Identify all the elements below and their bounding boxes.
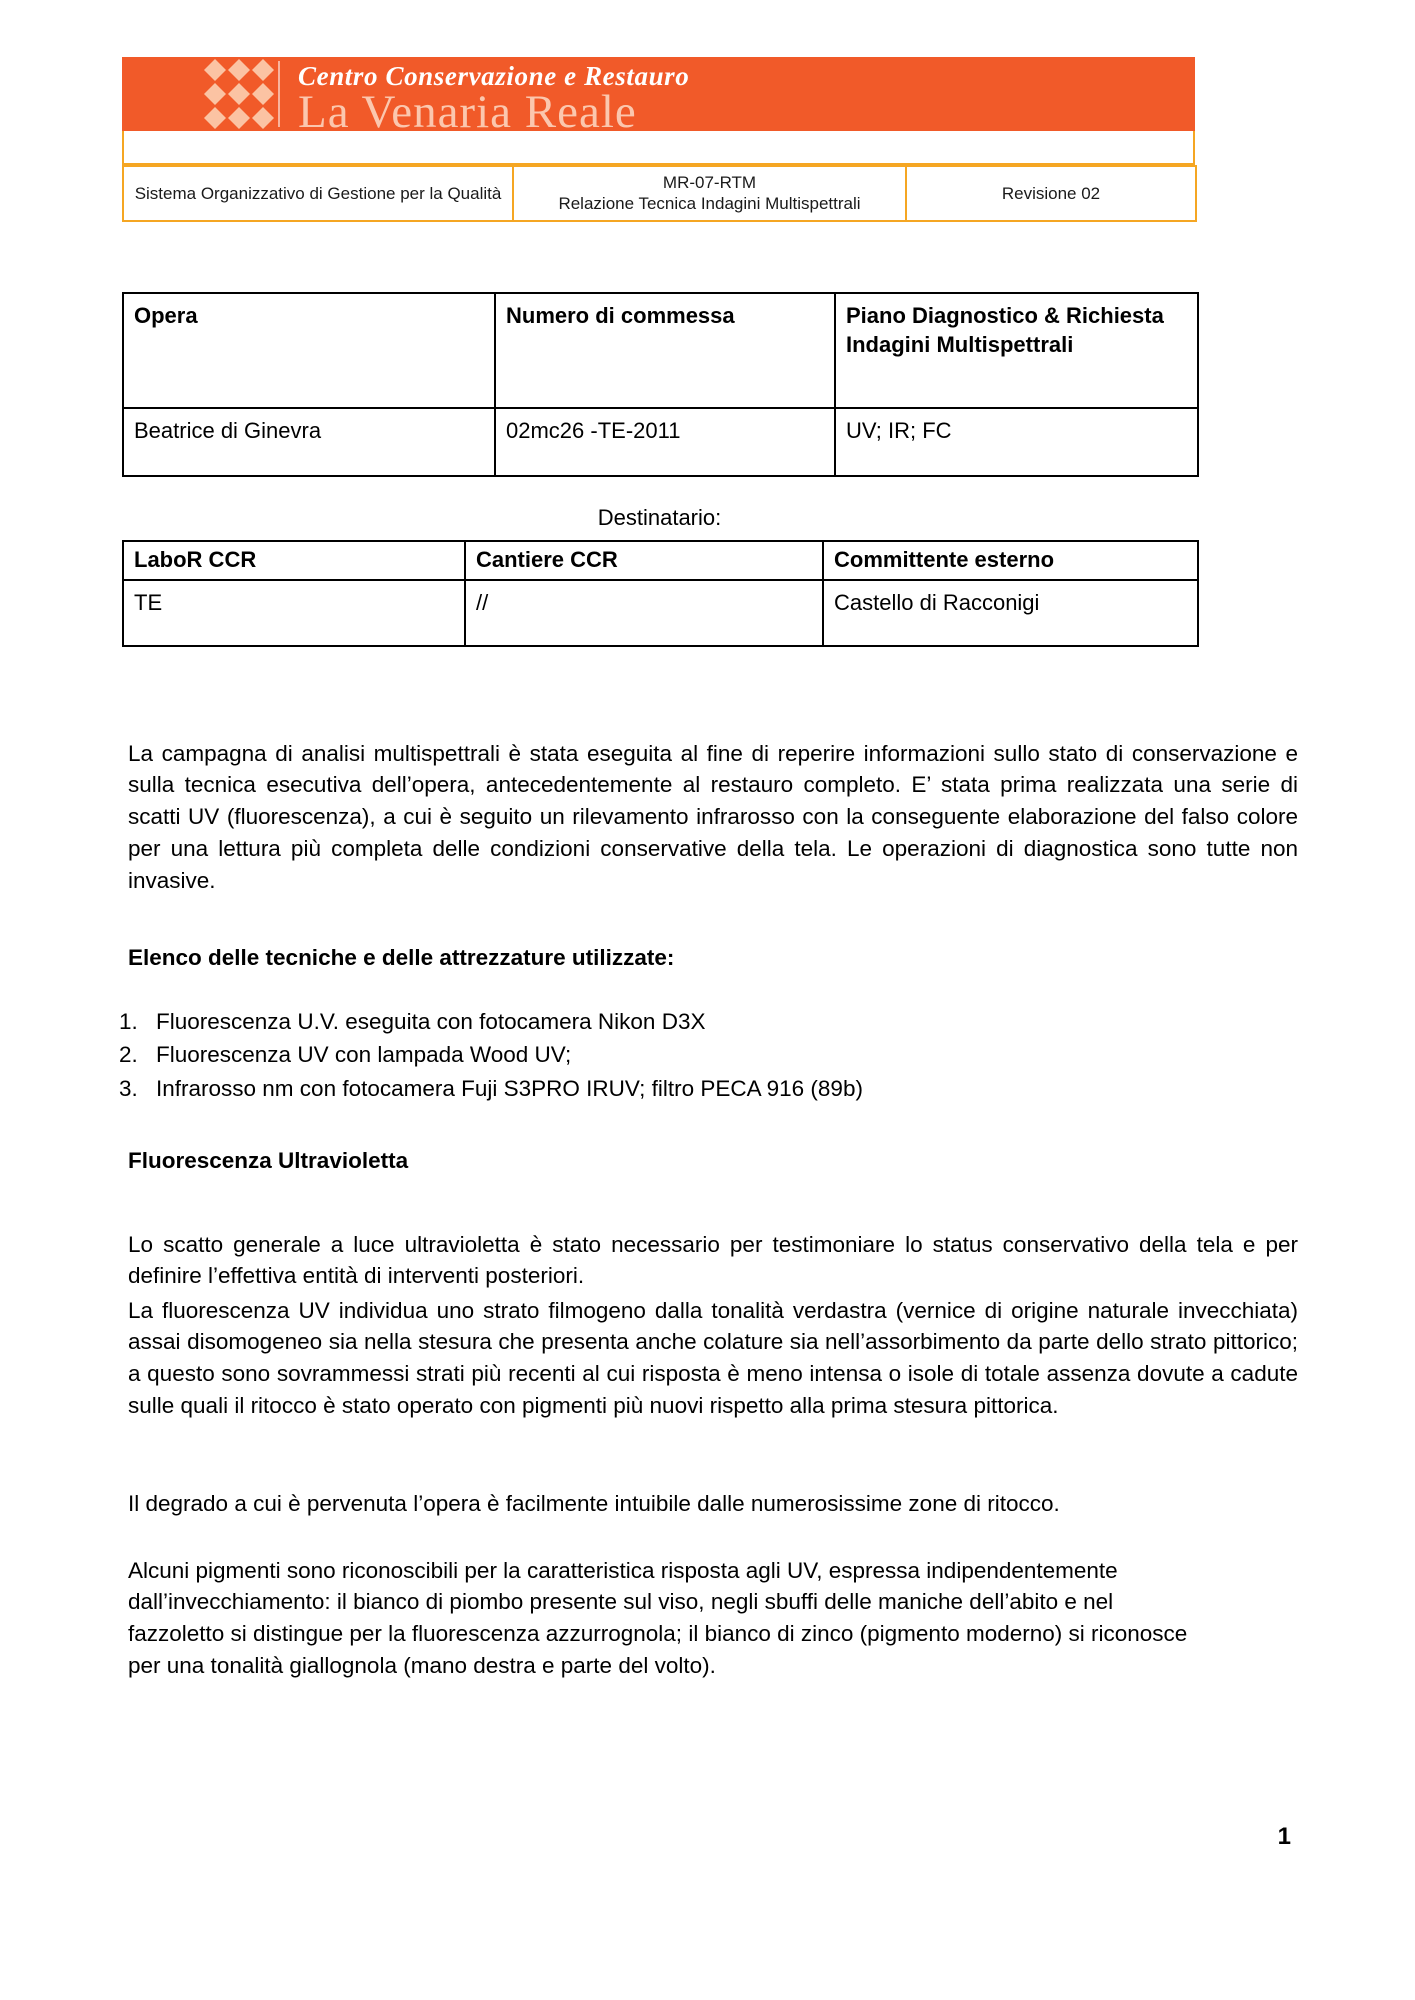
- header-cell-revisione: Revisione 02: [906, 166, 1196, 221]
- opera-value-commessa: 02mc26 -TE-2011: [495, 408, 835, 476]
- table-row: [123, 541, 1198, 580]
- destinatario-label: Destinatario:: [597, 505, 722, 530]
- dest-value-labor: TE: [123, 580, 465, 646]
- opera-header-piano: Piano Diagnostico & Richiesta Indagini Multispettrali: [835, 293, 1198, 408]
- dest-value-committente: Castello di Racconigi: [823, 580, 1198, 646]
- brand-text: [280, 57, 1195, 131]
- document-header: [122, 57, 1195, 222]
- brand-line-2: La Venaria Reale: [298, 86, 637, 131]
- tecniche-list: [92, 1005, 1292, 1105]
- dest-value-cantiere: //: [465, 580, 823, 646]
- table-row: [123, 293, 1198, 408]
- page-number: 1: [1277, 1823, 1291, 1850]
- opera-table: [122, 292, 1199, 477]
- opera-value-opera: Beatrice di Ginevra: [123, 408, 495, 476]
- table-row: [123, 166, 1196, 221]
- list-item: 3. Infrarosso nm con fotocamera Fuji S3PRO IRUV; filtro PECA 916 (89b): [144, 1072, 1292, 1105]
- paragraph-uv-2: La fluorescenza UV individua uno strato filmogeno dalla tonalità verdastra (vernice di origine naturale invecchiata) assai disomogeneo sia nella stesura che presenta anche colature sia nell’assorbimento da parte dello strato pittorico; a questo sono sovrammessi strati più recenti al cui risposta è meno intensa o isole di totale assenza dovute a cadute sulle quali il ritocco è stato operato con pigmenti più nuovi rispetto alla prima stesura pittorica.: [128, 1297, 1298, 1419]
- logo-area: [122, 57, 278, 131]
- header-info-table: [122, 165, 1197, 222]
- header-cell-document: [513, 166, 906, 221]
- paragraph-uv-1: Lo scatto generale a luce ultravioletta è stato necessario per testimoniare lo status conservativo della tela e per definire l’effettiva entità di interventi posteriori.: [128, 1231, 1298, 1289]
- header-cell-sistema: Sistema Organizzativo di Gestione per la Qualità: [123, 166, 513, 221]
- dest-header-cantiere: Cantiere CCR: [465, 541, 823, 580]
- heading-elenco-tecniche: Elenco delle tecniche e delle attrezzature utilizzate:: [128, 945, 675, 970]
- header-doc-code: MR-07-RTM: [662, 173, 757, 192]
- brand-banner: [122, 57, 1195, 131]
- paragraph-uv-4: Alcuni pigmenti sono riconoscibili per la caratteristica risposta agli UV, espressa indipendentemente dall’invecchiamento: il bianco di piombo presente sul viso, negli sbuffi delle maniche dell’abito e nel fazzoletto si distingue per la fluorescenza azzurrognola; il bianco di zinco (pigmento moderno) si riconosce per una tonalità giallognola (mano destra e parte del volto).: [128, 1557, 1188, 1679]
- paragraph-uv-3: Il degrado a cui è pervenuta l’opera è facilmente intuibile dalle numerosissime zone di ritocco.: [128, 1490, 1060, 1516]
- dest-header-committente: Committente esterno: [823, 541, 1198, 580]
- destinatario-table: [122, 540, 1199, 647]
- header-doc-title: Relazione Tecnica Indagini Multispettrali: [558, 194, 861, 214]
- brand-line-1: Centro Conservazione e Restauro: [298, 61, 690, 91]
- header-spacer-row: [122, 131, 1195, 165]
- opera-header-commessa: Numero di commessa: [495, 293, 835, 408]
- paragraph-intro: La campagna di analisi multispettrali è stata eseguita al fine di reperire informazioni sullo stato di conservazione e sulla tecnica esecutiva dell’opera, antecedentemente al restauro completo. E’ stata prima realizzata una serie di scatti UV (fluorescenza), a cui è seguito un rilevamento infrarosso con la conseguente elaborazione del falso colore per una lettura più completa delle condizioni conservative della tela. Le operazioni di diagnostica sono tutte non invasive.: [128, 740, 1298, 894]
- list-item: 1. Fluorescenza U.V. eseguita con fotocamera Nikon D3X: [144, 1005, 1292, 1038]
- diamond-grid-icon: [204, 59, 274, 129]
- opera-value-piano: UV; IR; FC: [835, 408, 1198, 476]
- table-row: [123, 580, 1198, 646]
- dest-header-labor: LaboR CCR: [123, 541, 465, 580]
- opera-header-opera: Opera: [123, 293, 495, 408]
- table-row: [123, 408, 1198, 476]
- list-item: 2. Fluorescenza UV con lampada Wood UV;: [144, 1038, 1292, 1071]
- heading-fluorescenza-ultravioletta: Fluorescenza Ultravioletta: [128, 1148, 409, 1173]
